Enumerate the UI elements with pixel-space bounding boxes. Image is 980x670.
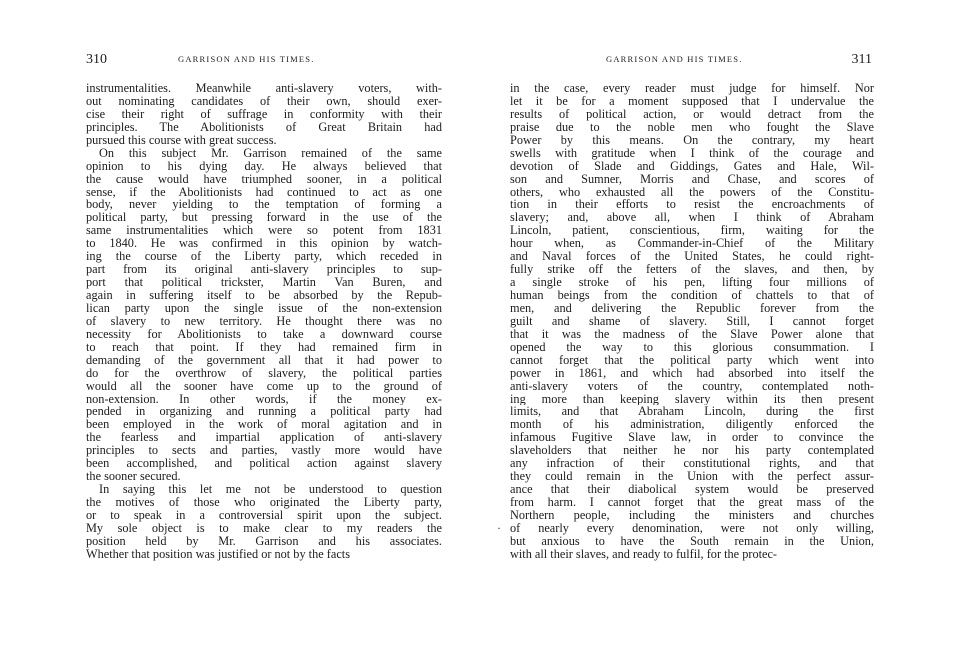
text-line: political party, but pressing forward in the use of the: [86, 211, 442, 225]
text-line: principles. The Abolitionists of Great Britain had: [86, 120, 442, 134]
text-line: let it be for a moment supposed that I undervalue the: [510, 94, 874, 108]
text-line: again in suffering itself to be absorbed by the Repub-: [86, 289, 442, 302]
text-line: a single stroke of his pen, lifting four millions of: [510, 276, 874, 289]
text-line: On this subject Mr. Garrison remained of the same: [99, 146, 442, 160]
text-line: opinion to his dying day. He always believed that: [86, 159, 442, 173]
text-line: pursued this course with great success.: [86, 133, 277, 147]
text-line: Northern people, including the ministers and churches: [510, 508, 874, 522]
text-line: slaveholders that neither he nor his party contemplated: [510, 444, 874, 458]
text-line: to reach that point. If they had remained firm in: [86, 340, 442, 354]
text-line: Whether that position was justified or not by the facts: [86, 547, 350, 561]
left-page-body: [86, 82, 442, 561]
text-line: any infraction of their constitutional rights, and that: [510, 457, 874, 471]
text-line: human beings from the condition of chattels to that of: [510, 289, 874, 302]
text-line: in the case, every reader must judge for himself. Nor: [510, 82, 874, 95]
text-line: the cause would have triumphed sooner, in a political: [86, 172, 442, 186]
text-line: the sooner secured.: [86, 470, 181, 484]
text-line: or to speak in a controversial spirit upon the subject.: [86, 508, 442, 522]
text-line: ance that their diabolical system would be preserved: [510, 483, 874, 496]
left-running-head: GARRISON AND HIS TIMES.: [178, 54, 315, 64]
text-line: the fearless and impartial application of anti-slavery: [86, 431, 442, 445]
text-line: tion in their efforts to resist the encroachments of: [510, 198, 874, 212]
text-line: do for the overthrow of slavery, the political parties: [86, 366, 442, 380]
text-line: but anxious to have the South remain in the Union,: [510, 534, 874, 548]
text-line: In saying this let me not be understood to question: [99, 483, 442, 496]
left-page: [86, 0, 442, 670]
text-line: been employed in the work of moral agitation and in: [86, 418, 442, 432]
text-line: of slavery to new territory. He thought there was no: [86, 314, 442, 328]
text-line: pended in organizing and running a political party had: [86, 405, 442, 419]
text-line: that it was the madness of the Slave Power alone that: [510, 327, 874, 341]
text-line: of nearly every denomination, were not only willing,: [510, 521, 874, 535]
text-line: son and Sumner, Morris and Chase, and scores of: [510, 172, 874, 186]
text-line: part from its original anti-slavery principles to sup-: [86, 263, 442, 277]
text-line: they could remain in the Union with the perfect assur-: [510, 470, 874, 484]
text-line: anti-slavery voters of the country, contemplated noth-: [510, 379, 874, 393]
text-line: from harm. I cannot forget that the great mass of the: [510, 496, 874, 509]
text-line: sense, if the Abolitionists had continued to act as one: [86, 185, 442, 199]
text-line: devotion of Slade and Giddings, Gates and Hale, Wil-: [510, 159, 874, 173]
text-line: praise due to the noble men who fought the Slave: [510, 120, 874, 134]
text-line: to 1840. He was confirmed in this opinion by watch-: [86, 237, 442, 251]
text-line: port that political trickster, Martin Van Buren, and: [86, 276, 442, 289]
text-line: lican party upon the single issue of the non-extension: [86, 301, 442, 315]
text-line: ing the course of the Liberty party, which receded in: [86, 250, 442, 264]
text-line: been accomplished, and political action against slavery: [86, 457, 442, 471]
text-line: with all their slaves, and ready to fulfil, for the protec-: [510, 547, 778, 561]
text-line: same instrumentalities which were so potent from 1831: [86, 224, 442, 238]
text-line: guilt and shame of slavery. Still, I cannot forget: [510, 314, 874, 328]
right-page-number: 311: [851, 52, 872, 67]
text-line: instrumentalities. Meanwhile anti-slavery voters, with-: [86, 82, 442, 95]
text-line: My sole object is to make clear to my readers the: [86, 521, 442, 535]
text-line: swells with gratitude when I think of the courage and: [510, 146, 874, 160]
text-line: hour when, as Commander-in-Chief of the Military: [510, 237, 874, 251]
left-page-number: 310: [86, 52, 107, 67]
text-line: men, and delivering the Republic forever from the: [510, 301, 874, 315]
right-page: [510, 0, 874, 670]
right-page-header: [510, 52, 874, 70]
text-line: opened the way to this glorious consummation. I: [510, 340, 874, 354]
text-line: Power by this means. On the contrary, my heart: [510, 133, 874, 147]
text-line: cise their right of suffrage in conformity with their: [86, 107, 442, 121]
text-line: position held by Mr. Garrison and his associates.: [86, 534, 442, 548]
text-line: necessity for Abolitionists to take a downward course: [86, 327, 442, 341]
text-line: the motives of those who originated the Liberty party,: [86, 496, 442, 509]
left-page-header: [86, 52, 442, 70]
text-line: cannot forget that the political party which went into: [510, 353, 874, 367]
margin-dot: ·: [497, 521, 501, 535]
text-line: and Naval forces of the United States, he could right-: [510, 250, 874, 264]
right-page-body: [510, 82, 874, 561]
text-line: principles to sects and parties, vastly more would have: [86, 444, 442, 458]
text-line: non-extension. In other words, if the money ex-: [86, 392, 442, 406]
text-line: body, never yielding to the temptation of forming a: [86, 198, 442, 212]
text-line: ing more than keeping slavery within its then present: [510, 392, 874, 406]
text-line: power in 1861, and which had absorbed into itself the: [510, 366, 874, 380]
text-line: fully strike off the fetters of the slaves, and then, by: [510, 263, 874, 277]
text-line: out nominating candidates of their own, should exer-: [86, 94, 442, 108]
text-line: demanding of the government all that it had power to: [86, 353, 442, 367]
text-line: results of political action, or would detract from the: [510, 107, 874, 121]
text-line: slavery; and, above all, when I think of Abraham: [510, 211, 874, 225]
text-line: Lincoln, patient, conscientious, firm, waiting for the: [510, 224, 874, 238]
text-line: others, who exhausted all the powers of the Constitu-: [510, 185, 874, 199]
text-line: month of his administration, diligently enforced the: [510, 418, 874, 432]
right-running-head: GARRISON AND HIS TIMES.: [606, 54, 743, 64]
text-line: limits, and that Abraham Lincoln, during the first: [510, 405, 874, 419]
text-line: infamous Fugitive Slave law, in order to convince the: [510, 431, 874, 445]
text-line: would all the sooner have come up to the ground of: [86, 379, 442, 393]
